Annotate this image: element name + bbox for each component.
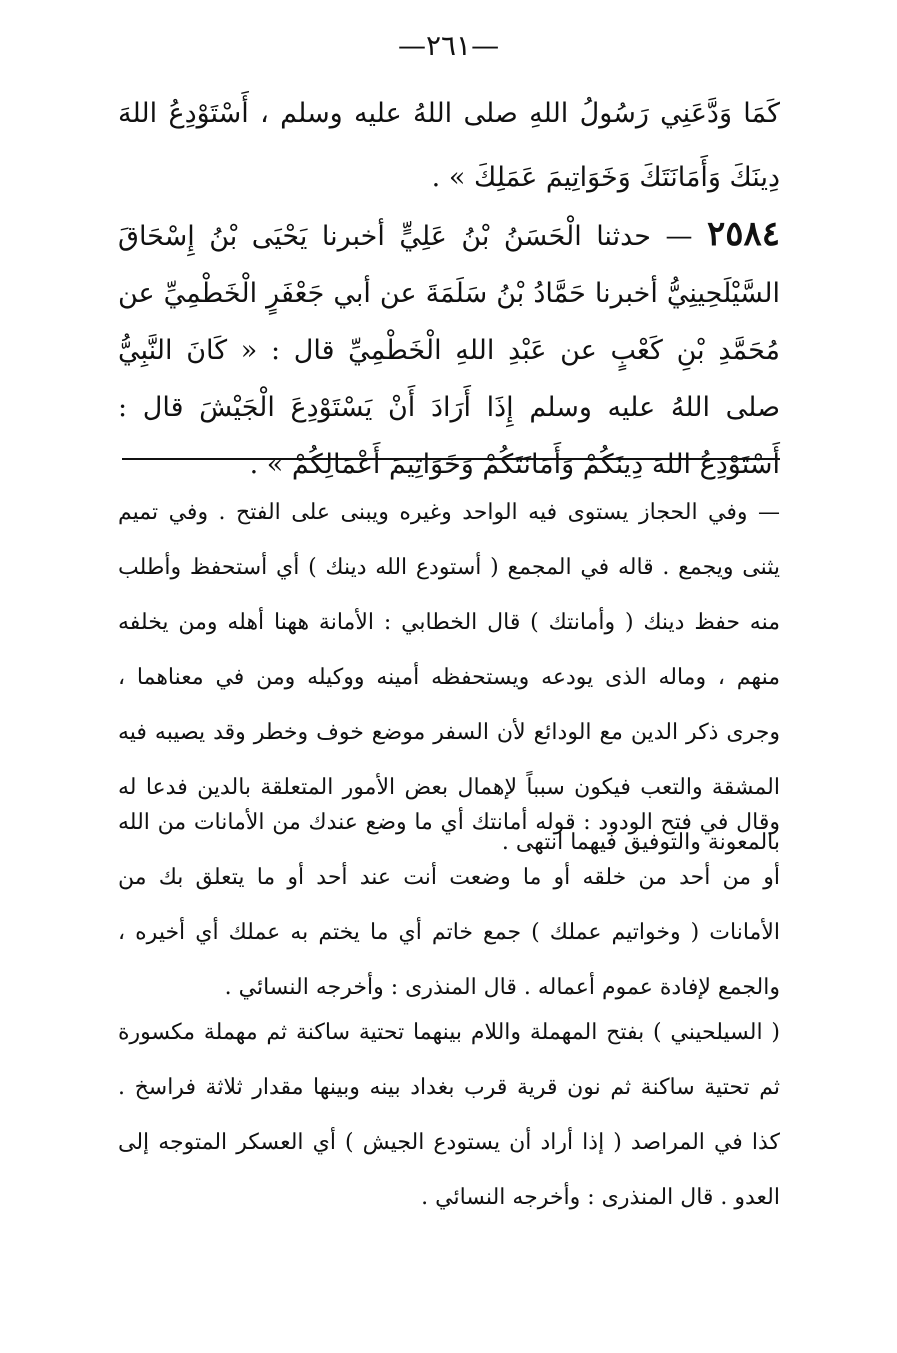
hadith-paragraph [118,206,780,493]
commentary-paragraph-3: ( السيلحيني ) بفتح المهملة واللام بينهما تحتية ساكنة ثم مهملة مكسورة ثم تحتية ساكنة ثم نون قرية قرب بغداد بينه وبينها مقدار ثلاثة فراسخ . كذا في المراصد ( إذا أراد أن يستودع الجيش ) أي العسكر المتوجه إلى العدو . قال المنذرى : وأخرجه النسائي . [118,1020,780,1210]
hadith-previous-ending: كَمَا وَدَّعَنِي رَسُولُ اللهِ صلى اللهُ عليه وسلم ، أَسْتَوْدِعُ اللهَ دِينَكَ وَأَمَانَتَكَ وَخَوَاتِيمَ عَمَلِكَ » . [118,98,780,193]
footnote-divider [122,458,780,460]
page-number: —٢٦١— [397,29,500,62]
commentary-paragraph-2: وقال في فتح الودود : قوله أمانتك أي ما وضع عندك من الأمانات من الله أو من أحد من خلقه أو ما وضعت أنت عند أحد أو ما يتعلق بك من الأمانات ( وخواتيم عملك ) جمع خاتم أي ما يختم به عملك أي أخيره ، والجمع لإفادة عموم أعماله . قال المنذرى : وأخرجه النسائي . [118,810,780,1000]
hadith-number: ٢٥٨٤ [706,214,780,254]
hadith-text: — حدثنا الْحَسَنُ بْنُ عَلِيٍّ أخبرنا يَحْيَى بْنُ إِسْحَاقَ السَّيْلَحِينِيُّ أخبرنا حَمَّادُ بْنُ سَلَمَةَ عن أبي جَعْفَرٍ الْخَطْمِيِّ عن مُحَمَّدِ بْنِ كَعْبٍ عن عَبْدِ اللهِ الْخَطْمِيِّ قال : « كَانَ النَّبِيُّ صلى اللهُ عليه وسلم إِذَا أَرَادَ أَنْ يَسْتَوْدِعَ الْجَيْشَ قال : أَسْتَوْدِعُ اللهَ دِينَكُمْ وَأَمَانَتَكُمْ وَخَوَاتِيمَ أَعْمَالِكُمْ » . [118,221,780,480]
commentary-paragraph-1: — وفي الحجاز يستوى فيه الواحد وغيره ويبنى على الفتح . وفي تميم يثنى ويجمع . قاله في المجمع ( أستودع الله دينك ) أي أستحفظ وأطلب منه حفظ دينك ( وأمانتك ) قال الخطابي : الأمانة ههنا أهله ومن يخلفه منهم ، وماله الذى يودعه ويستحفظه أمينه ووكيله ومن في معناهما ، وجرى ذكر الدين مع الودائع لأن السفر موضع خوف وخطر وقد يصيبه فيه المشقة والتعب فيكون سبباً لإهمال بعض الأمور المتعلقة بالدين فدعا له بالمعونة والتوفيق فيهما انتهى . [118,500,780,855]
